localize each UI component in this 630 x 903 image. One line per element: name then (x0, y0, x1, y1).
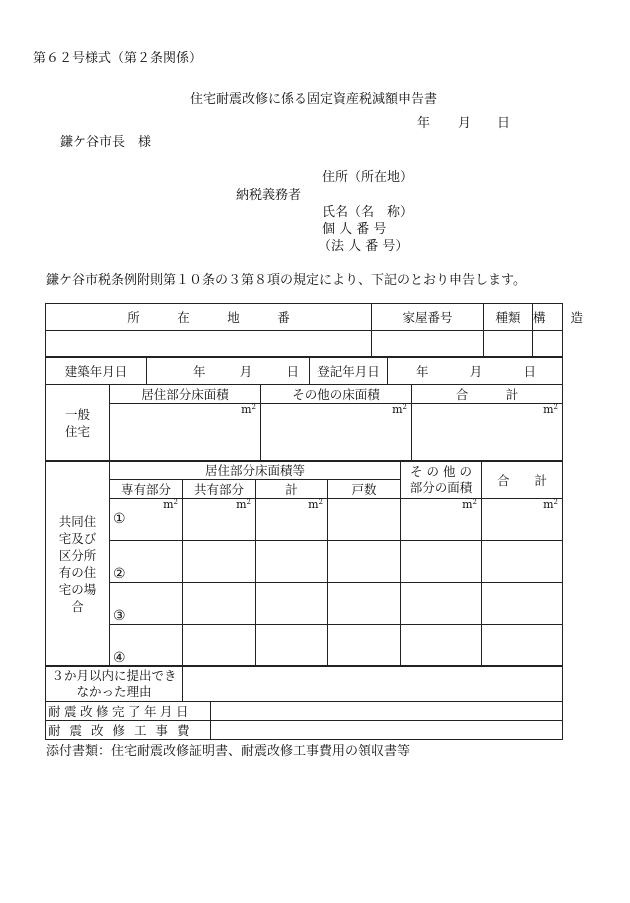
shared-label-line: 区分所 (58, 547, 97, 563)
construction-year-label: 年 (193, 363, 206, 379)
shared-label-line: 共同住 (58, 513, 97, 529)
dates-table (45, 356, 563, 385)
row4-household-count[interactable] (328, 625, 401, 667)
general-housing-label-line1: 一般 (64, 407, 90, 422)
general-other-area-value[interactable] (261, 404, 412, 462)
row2-exclusive-part[interactable] (110, 541, 183, 583)
date-year-label: 年 (417, 116, 431, 131)
late-reason-line2: なかった理由 (76, 683, 152, 699)
unit-label: $m^2$ (543, 498, 559, 511)
date-month-label: 月 (458, 116, 472, 131)
general-total-value[interactable] (412, 404, 563, 462)
shared-part-header: 共有部分 (183, 480, 256, 499)
residential-area-etc-header: 居住部分床面積等 (110, 461, 401, 480)
row1-shared-part[interactable] (183, 499, 256, 541)
registration-date-label: 登記年月日 (310, 357, 388, 385)
row4-total[interactable] (482, 625, 563, 667)
type-value[interactable] (484, 331, 533, 358)
unit-label: $m^2$ (163, 498, 178, 511)
construction-day-label: 日 (286, 363, 299, 379)
row2-subtotal[interactable] (256, 541, 328, 583)
row2-household-count[interactable] (328, 541, 401, 583)
exclusive-part-header: 専有部分 (110, 480, 183, 499)
general-residential-area-header: 居住部分床面積 (110, 385, 261, 404)
row1-other-part-area[interactable] (401, 499, 482, 541)
unit-label: $m^2$ (241, 403, 256, 416)
row-number-1: ① (113, 511, 126, 527)
row4-subtotal[interactable] (256, 625, 328, 667)
form-number: 第６２号様式（第２条関係） (33, 51, 203, 66)
personal-number-label: 個 人 番 号 (322, 222, 387, 237)
row3-shared-part[interactable] (183, 583, 256, 625)
corporate-number-label: （法 人 番 号） (318, 239, 409, 254)
household-count-header: 戸数 (328, 480, 401, 499)
completion-date-label: 耐震改修完了年月日 (46, 702, 211, 721)
general-housing-label (46, 385, 110, 462)
registration-date-value[interactable] (388, 357, 563, 385)
unit-label: $m^2$ (462, 498, 478, 511)
shared-label-line: 宅の場 (58, 581, 97, 597)
construction-date-label: 建築年月日 (46, 357, 147, 385)
shared-label-line: 有の住 (58, 564, 97, 580)
shared-housing-label (46, 461, 110, 667)
date-day-label: 日 (497, 116, 511, 131)
registration-month-label: 月 (469, 363, 483, 379)
general-housing-table (45, 384, 563, 462)
shared-label-line: 合 (71, 598, 84, 614)
unit-label: $m^2$ (308, 498, 323, 511)
row2-total[interactable] (482, 541, 563, 583)
row2-shared-part[interactable] (183, 541, 256, 583)
row3-household-count[interactable] (328, 583, 401, 625)
general-housing-label-line2: 住宅 (64, 424, 90, 439)
row4-shared-part[interactable] (183, 625, 256, 667)
general-total-header: 合 計 (412, 385, 563, 404)
construction-month-label: 月 (239, 363, 253, 379)
completion-date-value[interactable] (211, 702, 563, 721)
footer-table (45, 665, 563, 740)
addressee: 鎌ケ谷市長 様 (60, 135, 152, 150)
statement-text: 鎌ケ谷市税条例附則第１０条の３第８項の規定により、下記のとおり申告します。 (46, 273, 526, 288)
unit-label: $m^2$ (392, 403, 407, 416)
row3-subtotal[interactable] (256, 583, 328, 625)
late-reason-label (46, 666, 183, 702)
row3-exclusive-part[interactable] (110, 583, 183, 625)
subtotal-header: 計 (256, 480, 328, 499)
location-header: 所 在 地 番 (46, 304, 372, 331)
construction-date-value[interactable] (147, 357, 310, 385)
application-form-table (45, 303, 584, 358)
general-other-area-header: その他の床面積 (261, 385, 412, 404)
other-part-area-line2: 部分の面積 (409, 479, 473, 495)
structure-header: 構 造 (533, 304, 563, 331)
other-part-area-header (401, 461, 482, 499)
taxpayer-label: 納税義務者 (236, 188, 302, 203)
structure-value[interactable] (533, 331, 563, 358)
taxpayer-address-label: 住所（所在地） (322, 170, 414, 185)
row2-other-part-area[interactable] (401, 541, 482, 583)
registration-day-label: 日 (523, 363, 536, 379)
other-part-area-line1: そ の 他 の (410, 463, 472, 479)
late-reason-value[interactable] (183, 666, 563, 702)
row1-subtotal[interactable] (256, 499, 328, 541)
late-reason-line1: ３か月以内に提出でき (51, 667, 177, 683)
row-number-2: ② (113, 566, 126, 582)
row1-total[interactable] (482, 499, 563, 541)
shared-housing-table (45, 460, 563, 667)
row-number-3: ③ (113, 608, 126, 624)
unit-label: $m^2$ (236, 498, 251, 511)
row4-other-part-area[interactable] (401, 625, 482, 667)
construction-cost-value[interactable] (211, 721, 563, 740)
row1-household-count[interactable] (328, 499, 401, 541)
unit-label: $m^2$ (543, 403, 558, 416)
house-number-value[interactable] (372, 331, 484, 358)
row4-exclusive-part[interactable] (110, 625, 183, 667)
house-number-header: 家屋番号 (372, 304, 484, 331)
type-header: 種類 (484, 304, 533, 331)
shared-label-line: 宅及び (58, 530, 97, 546)
taxpayer-name-label: 氏名（名 称） (322, 205, 414, 220)
row3-total[interactable] (482, 583, 563, 625)
construction-cost-label: 耐震改修工事費 (46, 721, 211, 740)
row-number-4: ④ (113, 650, 126, 666)
document-title: 住宅耐震改修に係る固定資産税減額申告書 (190, 92, 438, 107)
registration-year-label: 年 (416, 363, 429, 379)
row3-other-part-area[interactable] (401, 583, 482, 625)
location-value[interactable] (46, 331, 372, 358)
row1-exclusive-part[interactable] (110, 499, 183, 541)
general-residential-area-value[interactable] (110, 404, 261, 462)
shared-total-header: 合 計 (482, 461, 563, 499)
attachments-note: 添付書類：住宅耐震改修証明書、耐震改修工事費用の領収書等 (46, 744, 411, 759)
